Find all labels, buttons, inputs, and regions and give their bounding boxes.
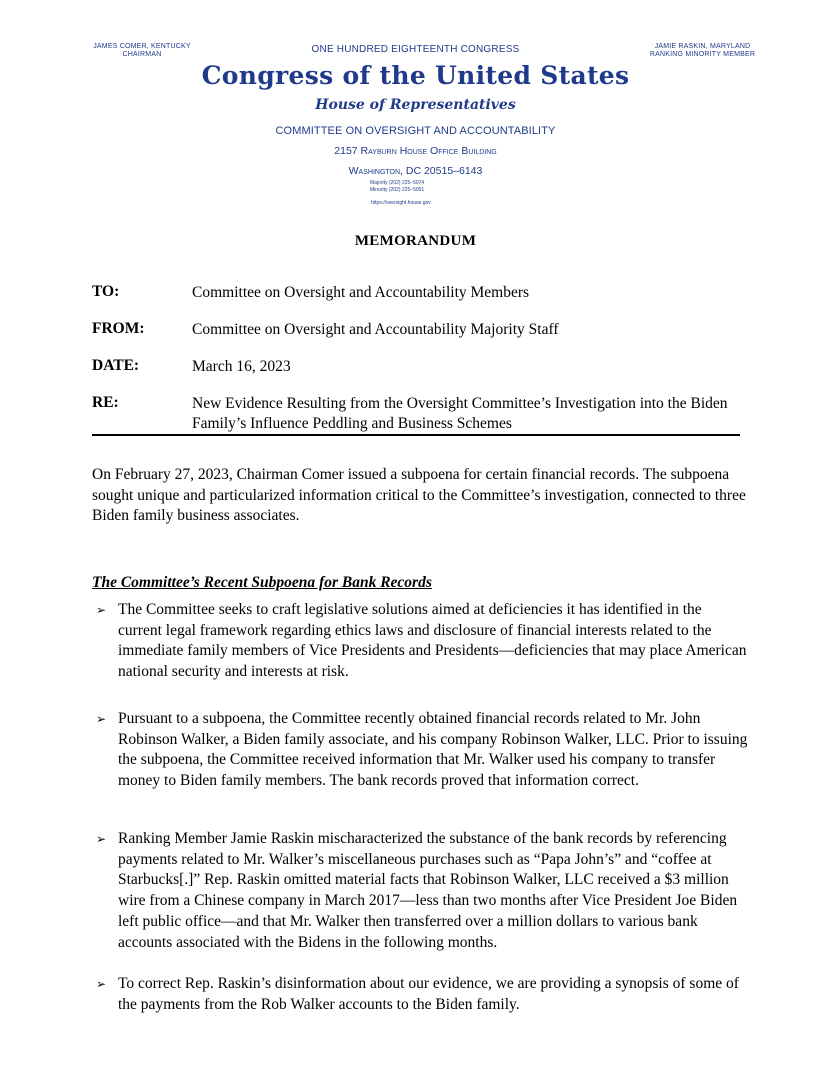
arrow-bullet-icon: ➢ (96, 712, 107, 726)
address-line-1: 2157 Rayburn House Office Building (334, 145, 497, 157)
ranking-member-title: RANKING MINORITY MEMBER (649, 51, 756, 58)
chairman-name: JAMES COMER, KENTUCKY (93, 43, 191, 50)
bullet-text: The Committee seeks to craft legislative solutions aimed at deficiencies it has identified in the current legal framework regarding ethics laws and disclosure of financial interests related to the immediate family members of Vice Presidents and Presidents—deficiencies that may place American national security and interests at risk. (118, 601, 747, 681)
from-label: FROM: (92, 320, 145, 337)
arrow-bullet-icon: ➢ (96, 603, 107, 617)
date-value: March 16, 2023 (192, 358, 291, 375)
address-line-2: Washington, DC 20515–6143 (348, 165, 483, 177)
to-label: TO: (92, 283, 120, 300)
arrow-bullet-icon: ➢ (96, 832, 107, 846)
phone-numbers (370, 180, 424, 194)
house-title: House of Representatives (315, 97, 516, 113)
bullet-text: To correct Rep. Raskin’s disinformation about our evidence, we are providing a synopsis of some of the payments from the Rob Walker accounts to the Biden family. (118, 975, 739, 1013)
committee-name: COMMITTEE ON OVERSIGHT AND ACCOUNTABILITY (275, 125, 556, 137)
intro-paragraph: On February 27, 2023, Chairman Comer issued a subpoena for certain financial records. The subpoena sought unique and particularized information critical to the Committee’s investigation, connected to three Biden family business associates. (92, 466, 746, 524)
section-heading: The Committee’s Recent Subpoena for Bank Records (92, 574, 432, 591)
memo-title: MEMORANDUM (354, 233, 477, 249)
date-label: DATE: (92, 357, 140, 374)
congress-number: ONE HUNDRED EIGHTEENTH CONGRESS (311, 44, 520, 55)
bullet-text: Pursuant to a subpoena, the Committee recently obtained financial records related to Mr. John Robinson Walker, a Biden family associate, and his company Robinson Walker, LLC. Prior to issuing the subpoena, the Committee received information that Mr. Walker used his company to transfer money to Biden family members. The bank records proved that information correct. (118, 710, 748, 790)
arrow-bullet-icon: ➢ (96, 977, 107, 991)
ranking-member-name: JAMIE RASKIN, MARYLAND (654, 43, 751, 50)
re-value: New Evidence Resulting from the Oversight Committee’s Investigation into the Biden Family’s Influence Peddling and Business Schemes (192, 395, 728, 432)
re-label: RE: (92, 394, 119, 411)
from-value: Committee on Oversight and Accountability Majority Staff (192, 321, 559, 338)
phone-minority: Minority (202) 225–5051 (370, 187, 425, 193)
ranking-member-block (640, 43, 765, 59)
to-value: Committee on Oversight and Accountability Members (192, 284, 530, 301)
header-divider (92, 434, 740, 436)
phone-majority: Majority (202) 225–5074 (370, 180, 425, 186)
congress-title: Congress of the United States (201, 61, 630, 90)
bullet-text: Ranking Member Jamie Raskin mischaracterized the substance of the bank records by referencing payments related to Mr. Walker’s miscellaneous purchases such as “Papa John’s” and “coffee at Starbucks[.]” Rep. Raskin omitted material facts that Robinson Walker, LLC received a $3 million wire from a Chinese company in March 2017—less than two months after Vice President Joe Biden left public office—and that Mr. Walker then transferred over a million dollars to various bank accounts associated with the Bidens in the following months. (118, 830, 738, 951)
website-link[interactable]: https://oversight.house.gov (371, 200, 431, 206)
chairman-title: CHAIRMAN (122, 51, 162, 58)
